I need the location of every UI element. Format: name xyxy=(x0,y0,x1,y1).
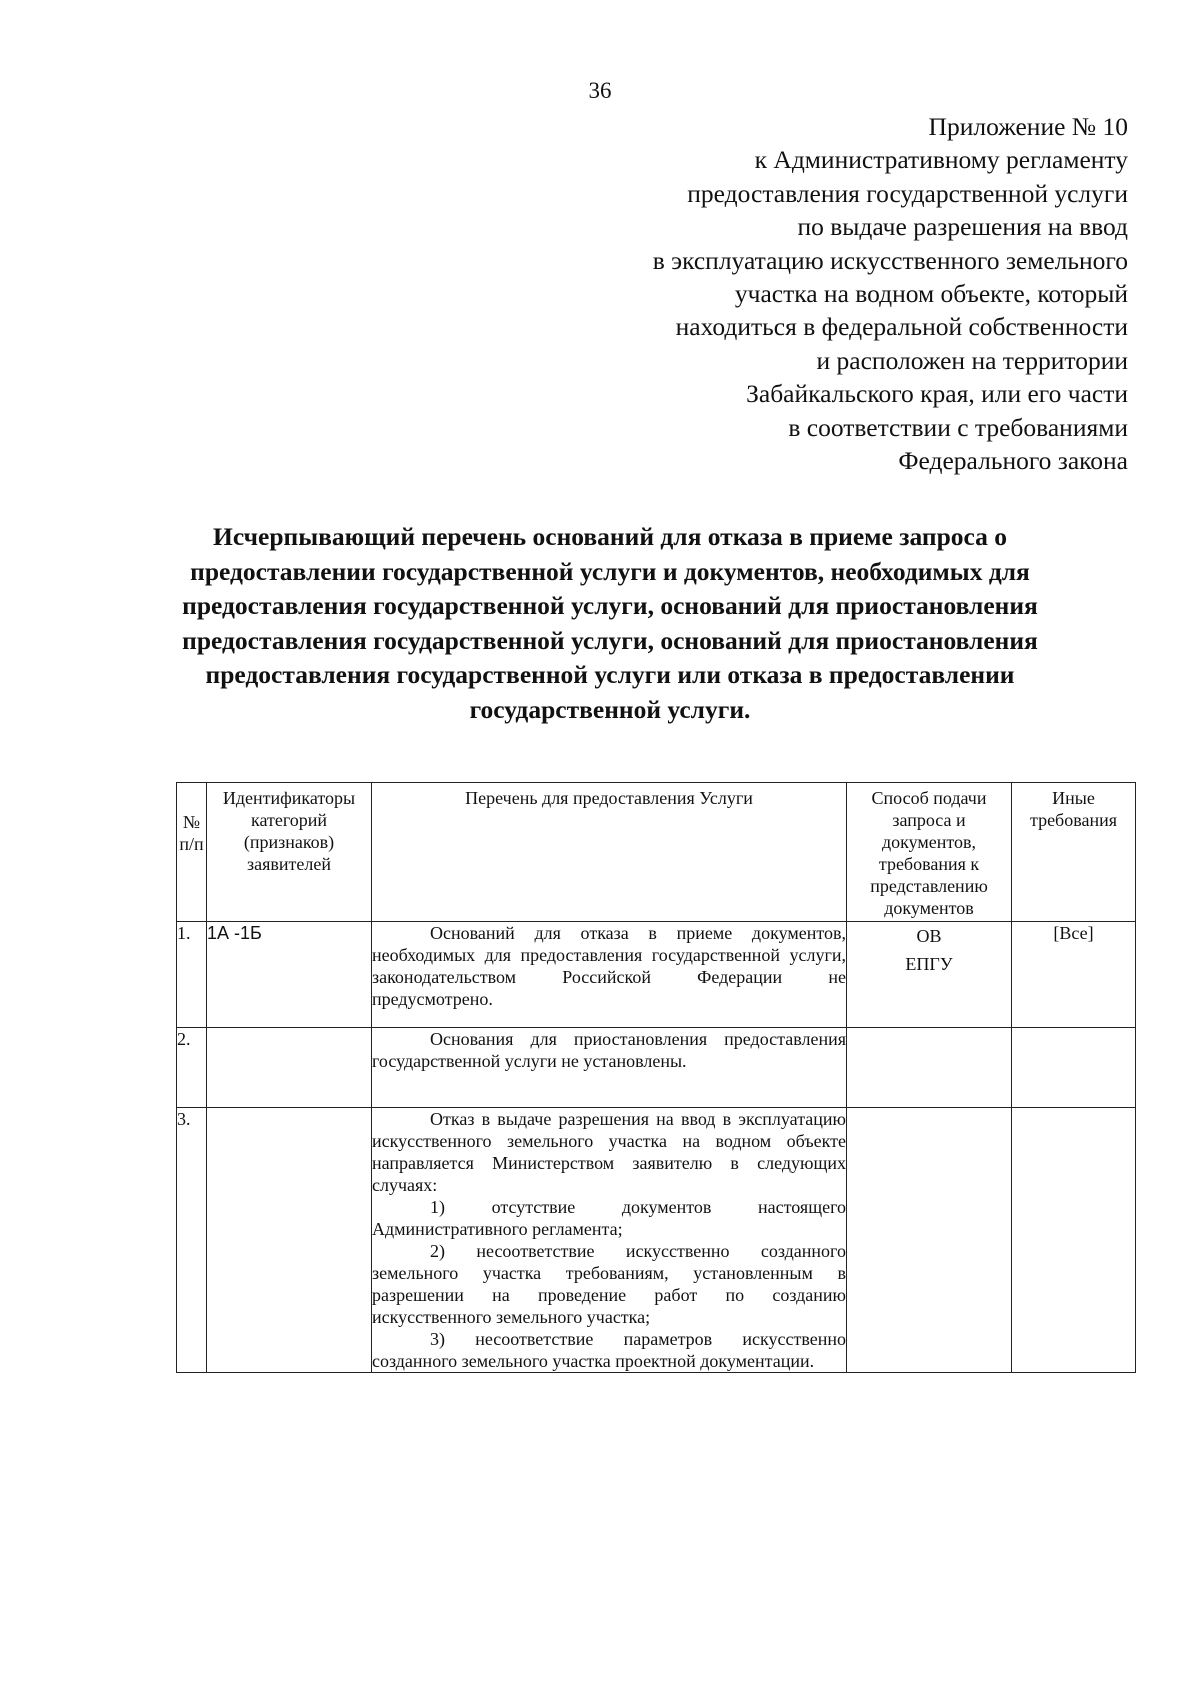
row-num: 3. xyxy=(177,1108,207,1373)
appendix-block xyxy=(653,110,1128,477)
title-line: предоставления государственной услуги или отказа в предоставлении xyxy=(205,660,1015,689)
header-other: Иные требования xyxy=(1012,783,1136,922)
header-category: Идентификаторы категорий (признаков) заявителей xyxy=(207,783,372,922)
table-row xyxy=(177,1108,1136,1373)
row-other xyxy=(1012,1028,1136,1108)
appendix-line: участка на водном объекте, который xyxy=(734,279,1128,309)
row-paragraph: Оснований для отказа в приеме документов, необходимых для предоставления государственной услуги, законодательством Российской Федерации не предусмотрено. xyxy=(372,923,846,1009)
method-item: ОВ xyxy=(916,926,942,946)
title-line: Исчерпывающий перечень оснований для отказа в приеме запроса о xyxy=(212,522,1008,551)
table-row xyxy=(177,1028,1136,1108)
appendix-line: Федерального закона xyxy=(898,446,1128,476)
table-row xyxy=(177,922,1136,1028)
row-list xyxy=(372,1108,847,1373)
row-method xyxy=(847,1028,1012,1108)
title-line: предоставления государственной услуги, оснований для приостановления xyxy=(182,625,1038,655)
appendix-line: в эксплуатацию искусственного земельного xyxy=(652,245,1128,275)
appendix-line: Приложение № 10 xyxy=(928,112,1128,141)
row-list xyxy=(372,1028,847,1108)
table-header-row xyxy=(177,783,1136,922)
page-number: 36 xyxy=(588,78,612,103)
appendix-line: находиться в федеральной собственности xyxy=(675,312,1128,342)
row-category xyxy=(207,1028,372,1108)
row-category: 1А -1Б xyxy=(207,922,372,1028)
header-list: Перечень для предоставления Услуги xyxy=(372,783,847,922)
row-num: 1. xyxy=(177,922,207,1028)
row-paragraph: 3) несоответствие параметров искусственно созданного земельного участка проектной документации. xyxy=(372,1329,846,1371)
row-method xyxy=(847,922,1012,1028)
header-method: Способ подачи запроса и документов, требования к представлению документов xyxy=(847,783,1012,922)
title-line: государственной услуги. xyxy=(469,694,751,724)
row-paragraph: Основания для приостановления предоставления государственной услуги не установлены. xyxy=(372,1029,846,1071)
title-line: предоставления государственной услуги, оснований для приостановления xyxy=(182,591,1038,620)
title-line: предоставлении государственной услуги и документов, необходимых для xyxy=(190,556,1030,586)
row-list xyxy=(372,922,847,1028)
row-paragraph: Отказ в выдаче разрешения на ввод в эксплуатацию искусственного земельного участка на водном объекте направляется Министерством заявителю в следующих случаях: xyxy=(372,1109,846,1195)
row-num: 2. xyxy=(177,1028,207,1108)
appendix-line: предоставления государственной услуги xyxy=(687,178,1128,208)
appendix-line: к Административному регламенту xyxy=(754,145,1128,175)
appendix-line: по выдаче разрешения на ввод xyxy=(797,212,1128,242)
row-other xyxy=(1012,1108,1136,1373)
row-paragraph: 1) отсутствие документов настоящего Административного регламента; xyxy=(372,1197,846,1239)
row-method xyxy=(847,1108,1012,1373)
grounds-table xyxy=(176,782,1136,1373)
appendix-line: и расположен на территории xyxy=(816,345,1128,375)
header-num: № п/п xyxy=(177,783,207,922)
appendix-line: в соответствии с требованиями xyxy=(788,412,1128,442)
row-other: [Все] xyxy=(1012,922,1136,1028)
appendix-line: Забайкальского края, или его части xyxy=(746,379,1128,409)
row-category xyxy=(207,1108,372,1373)
document-title xyxy=(150,520,1070,727)
method-item: ЕПГУ xyxy=(905,954,953,974)
row-paragraph: 2) несоответствие искусственно созданного земельного участка требованиям, установленным в разрешении на проведение работ по созданию искусственного земельного участка; xyxy=(372,1241,846,1327)
